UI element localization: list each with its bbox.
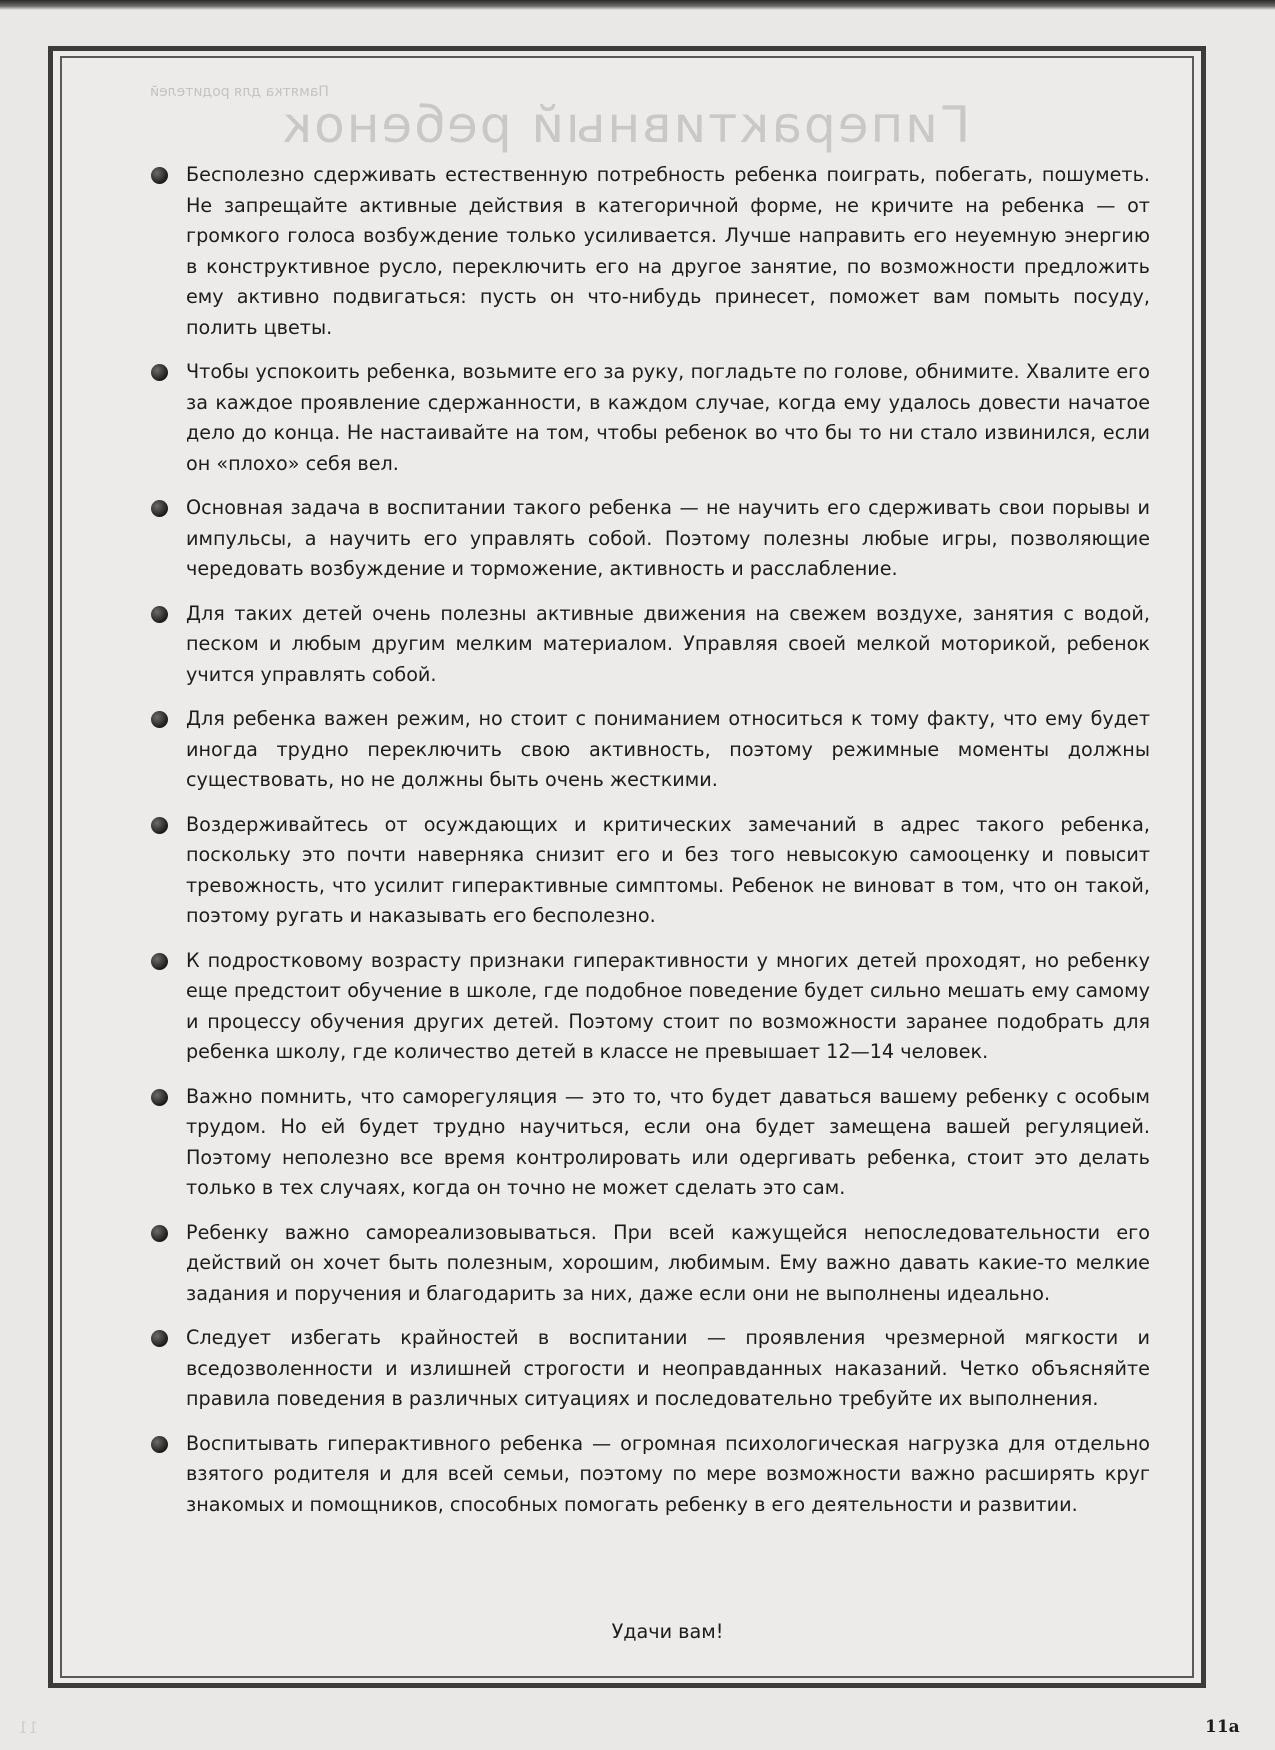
bullet-icon [151,817,168,834]
advice-item [150,599,1150,691]
bullet-icon [151,1436,168,1453]
closing-text: Удачи вам! [611,1620,724,1643]
advice-item [150,946,1150,1068]
advice-item [150,1082,1150,1204]
bullet-icon [151,953,168,970]
bullet-icon [151,606,168,623]
advice-item [150,1218,1150,1310]
advice-item [150,493,1150,585]
advice-item [150,810,1150,932]
advice-text: Воспитывать гиперактивного ребенка — огромная психологическая нагрузка для отдельно взятого родителя и для всей семьи, поэтому по мере возможности важно расширять круг знакомых и помощников, способных помогать ребенку в его деятельности и развитии. [186,1431,1150,1516]
bullet-icon [151,167,168,184]
bleed-through-header: Памятка для родителей [150,84,329,100]
advice-text: Основная задача в воспитании такого ребенка — не научить его сдерживать свои порывы и импульсы, а научить его управлять собой. Поэтому полезны любые игры, позволяющие чередовать возбуждение и торможение, активность и расслабление. [186,496,1150,580]
advice-item [150,704,1150,796]
page-number: 11а [1205,1717,1240,1737]
advice-text: К подростковому возрасту признаки гиперактивности у многих детей проходят, но ребенку еще предстоит обучение в школе, где подобное поведение будет сильно мешать ему самому и процессу обучения других детей. Поэтому стоит по возможности заранее подобрать для ребенка школу, где количество детей в классе не превышает 12—14 человек. [186,948,1150,1063]
advice-text: Воздерживайтесь от осуждающих и критических замечаний в адрес такого ребенка, поскольку это почти наверняка снизит его и без того невысокую самооценку и повысит тревожность, что усилит гиперактивные симптомы. Ребенок не виноват в том, что он такой, поэтому ругать и наказывать его бесполезно. [186,812,1150,927]
bleed-through-title: Гиперактивный ребенок [280,96,971,154]
bullet-icon [151,1330,168,1347]
advice-list [150,160,1150,1534]
advice-text: Чтобы успокоить ребенка, возьмите его за руку, погладьте по голове, обнимите. Хвалите его за каждое проявление сдержанности, в каждом случае, когда ему удалось довести начатое дело до конца. Не настаивайте на том, чтобы ребенок во что бы то ни стало извинился, если он «плохо» себя вел. [186,360,1150,475]
bullet-icon [151,500,168,517]
closing-line [0,1620,1275,1643]
bullet-icon [151,1089,168,1106]
advice-text: Следует избегать крайностей в воспитании — проявления чрезмерной мягкости и вседозволенности и излишней строгости и неоправданных наказаний. Четко объясняйте правила поведения в различных ситуациях и последовательно требуйте их выполнения. [186,1326,1150,1410]
advice-item [150,1323,1150,1415]
advice-text: Ребенку важно самореализовываться. При всей кажущейся непоследовательности его действий он хочет быть полезным, хорошим, любимым. Ему важно давать какие-то мелкие задания и поручения и благодарить за них, даже если они не выполнены идеально. [186,1220,1150,1305]
bullet-icon [151,1225,168,1242]
advice-text: Для ребенка важен режим, но стоит с пониманием относиться к тому факту, что ему будет иногда трудно переключить свою активность, поэтому режимные моменты должны существовать, но не должны быть очень жесткими. [186,707,1150,791]
bullet-icon [151,364,168,381]
advice-item [150,160,1150,343]
bullet-icon [151,711,168,728]
advice-item [150,357,1150,479]
advice-text: Бесполезно сдерживать естественную потребность ребенка поиграть, побегать, пошуметь. Не запрещайте активные действия в категоричной форме, не кричите на ребенка — от громкого голоса возбуждение только усиливается. Лучше направить его неуемную энергию в конструктивное русло, переключить его на другое занятие, по возможности предложить ему активно подвигаться: пусть он что-нибудь принесет, поможет вам помыть посуду, полить цветы. [186,163,1150,339]
advice-text: Важно помнить, что саморегуляция — это то, что будет даваться вашему ребенку с особым трудом. Но ей будет трудно научиться, если она будет замещена вашей регуляцией. Поэтому неполезно все время контролировать или одергивать ребенка, стоит это делать только в тех случаях, когда он точно не может сделать это сам. [186,1084,1150,1199]
advice-text: Для таких детей очень полезны активные движения на свежем воздухе, занятия с водой, песком и любым другим мелким материалом. Управляя своей мелкой моторикой, ребенок учится управлять собой. [186,601,1150,686]
advice-item [150,1429,1150,1521]
scan-top-edge [0,0,1275,10]
bleed-through-page-number: 11 [18,1718,39,1737]
